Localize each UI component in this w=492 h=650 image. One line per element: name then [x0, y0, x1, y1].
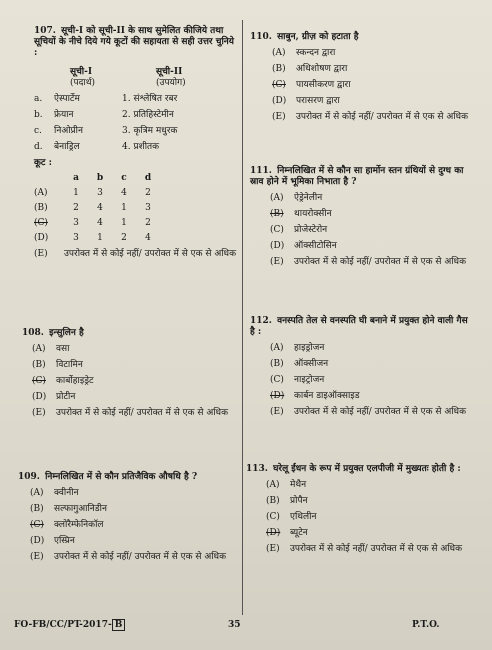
option-b[interactable]: (B) अधिशोषण द्वारा	[272, 64, 348, 74]
question-text: इन्सुलिन है	[49, 328, 84, 338]
list-1-subtitle: (पदार्थ)	[70, 78, 95, 88]
question-108	[22, 328, 237, 419]
paper-code: FO-FB/CC/PT-2017-	[14, 620, 112, 630]
option-e[interactable]: (E) उपरोक्त में से कोई नहीं/ उपरोक्त में से एक से अधिक	[32, 408, 228, 418]
question-110	[250, 32, 470, 123]
option-e[interactable]: (E) उपरोक्त में से कोई नहीं/ उपरोक्त में से एक से अधिक	[266, 544, 462, 554]
question-number: 113.	[246, 464, 268, 474]
option-e[interactable]: (E) उपरोक्त में से कोई नहीं/ उपरोक्त में से एक से अधिक	[272, 112, 468, 122]
match-row: d. बेनाड्रिल 4. प्रशीतक	[34, 142, 160, 152]
code-option[interactable]: (C) 3 4 1 2	[34, 218, 151, 228]
option-b[interactable]: (B) प्रोपैन	[266, 496, 308, 506]
question-112	[250, 316, 475, 418]
option-b[interactable]: (B) ऑक्सीजन	[270, 359, 329, 369]
option-c[interactable]: (C) प्रोजेस्टेरोन	[270, 225, 328, 235]
option-b[interactable]: (B) विटामिन	[32, 360, 83, 370]
question-text: वनस्पति तेल से वनस्पति घी बनाने में प्रयुक्त होने वाली गैस है :	[250, 316, 468, 337]
booklet-series: B	[112, 619, 126, 631]
footer-code	[14, 620, 125, 630]
option-d[interactable]: (D) परासरण द्वारा	[272, 96, 340, 106]
match-row: b. फ्रेयान 2. प्रतिहिस्टेमीन	[34, 110, 174, 120]
option-c[interactable]: (C) क्लोरैम्फेनिकॉल	[30, 520, 104, 530]
code-header: a b c d	[73, 173, 152, 183]
option-d[interactable]: (D) एस्प्रिन	[30, 536, 75, 546]
question-number: 111.	[250, 166, 272, 176]
pto-label: P.T.O.	[412, 620, 440, 630]
option-c[interactable]: (C) नाइट्रोजन	[270, 375, 325, 385]
list-2-subtitle: (उपयोग)	[156, 78, 186, 88]
option-d[interactable]: (D) ब्यूटेन	[266, 528, 308, 538]
code-option[interactable]: (D) 3 1 2 4	[34, 233, 151, 243]
option-a[interactable]: (A) वसा	[32, 344, 70, 354]
page-number: 35	[228, 620, 241, 630]
list-1-title: सूची-I	[70, 67, 93, 77]
column-divider	[242, 20, 243, 615]
option-e[interactable]: (E) उपरोक्त में से कोई नहीं/ उपरोक्त में से एक से अधिक	[30, 552, 226, 562]
question-text: साबुन, ग्रीज़ को हटाता है	[277, 32, 359, 42]
option-e[interactable]: (E) उपरोक्त में से कोई नहीं/ उपरोक्त में से एक से अधिक	[270, 257, 466, 267]
match-row: c. निओप्रीन 3. कृत्रिम मधुरक	[34, 126, 178, 136]
match-row: a. ऐस्पार्टेम 1. संश्लेषित रबर	[34, 94, 178, 104]
question-text: सूची-I को सूची-II के साथ सुमेलित कीजिये तथा सूचियों के नीचे दिये गये कूटों की सहायता से सही उत्तर चुनिये :	[34, 26, 234, 58]
question-111	[250, 166, 475, 268]
option-c[interactable]: (C) कार्बोहाइड्रेट	[32, 376, 94, 386]
list-headers	[34, 67, 239, 89]
question-109	[18, 472, 238, 563]
question-text: घरेलू ईंधन के रूप में प्रयुक्त एलपीजी में मुख्यतः होती है :	[273, 464, 461, 474]
question-number: 112.	[250, 316, 272, 326]
question-107	[34, 26, 239, 260]
option-d[interactable]: (D) कार्बन डाइऑक्साइड	[270, 391, 360, 401]
question-number: 108.	[22, 328, 44, 338]
question-text: निम्नलिखित में से कौन सा हार्मोन स्तन ग्रंथियों से दुग्ध का स्राव होने में भूमिका निभाता है ?	[250, 166, 464, 187]
option-a[interactable]: (A) स्कन्दन द्वारा	[272, 48, 336, 58]
code-option[interactable]: (B) 2 4 1 3	[34, 203, 151, 213]
option-e[interactable]: (E) उपरोक्त में से कोई नहीं/ उपरोक्त में से एक से अधिक	[270, 407, 466, 417]
option-b[interactable]: (B) थायरोक्सीन	[270, 209, 332, 219]
option-d[interactable]: (D) प्रोटीन	[32, 392, 76, 402]
question-113	[246, 464, 478, 555]
question-number: 107.	[34, 26, 56, 36]
option-a[interactable]: (A) मेथैन	[266, 480, 307, 490]
question-number: 110.	[250, 32, 272, 42]
option-d[interactable]: (D) ऑक्सीटोसिन	[270, 241, 337, 251]
code-option[interactable]: (A) 1 3 4 2	[34, 188, 151, 198]
option-e[interactable]: (E) उपरोक्त में से कोई नहीं/ उपरोक्त में से एक से अधिक	[34, 249, 236, 259]
question-number: 109.	[18, 472, 40, 482]
option-a[interactable]: (A) ऐड्रेनेलीन	[270, 193, 323, 203]
list-2-title: सूची-II	[156, 67, 183, 77]
question-text: निम्नलिखित में से कौन प्रतिजैविक औषधि है ?	[45, 472, 198, 482]
option-b[interactable]: (B) सल्फागुआनिडीन	[30, 504, 107, 514]
option-c[interactable]: (C) पायसीकरण द्वारा	[272, 80, 351, 90]
option-a[interactable]: (A) क्वीनीन	[30, 488, 79, 498]
code-label: कूट :	[34, 158, 52, 168]
option-a[interactable]: (A) हाइड्रोजन	[270, 343, 325, 353]
option-c[interactable]: (C) एथिलीन	[266, 512, 317, 522]
